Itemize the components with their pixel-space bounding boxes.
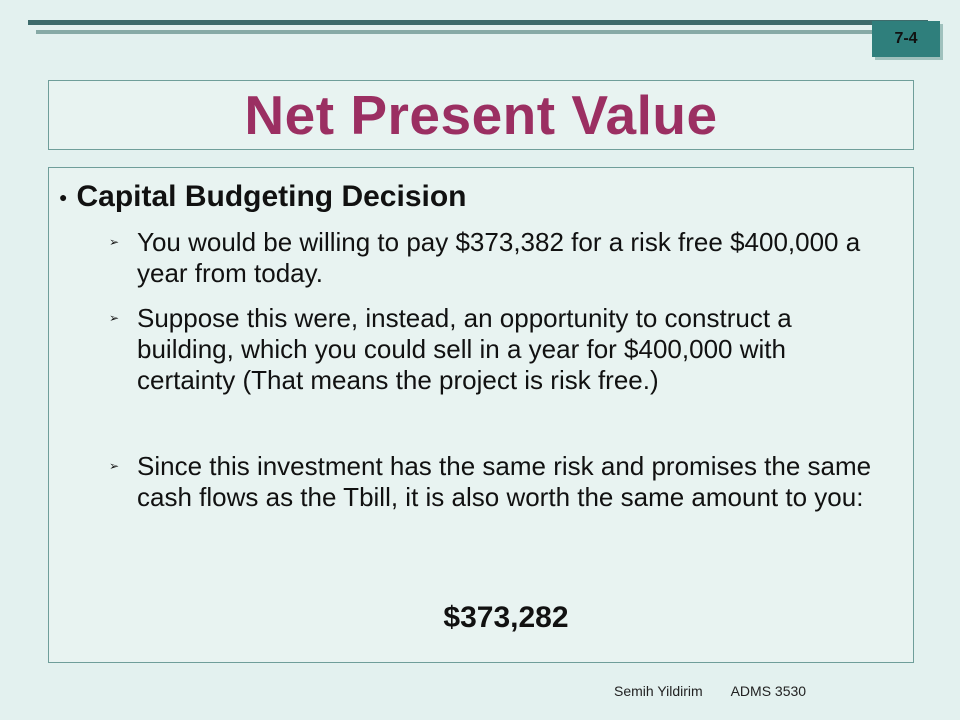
list-item-text: Since this investment has the same risk and promises the same cash flows as the Tbill, it is also worth the same amount to you: [137, 451, 872, 512]
content-box [48, 167, 914, 663]
bullet-dot-icon: ● [59, 189, 68, 205]
footer [614, 683, 806, 699]
arrowhead-icon: ➢ [109, 311, 120, 325]
top-divider-dark [28, 20, 928, 25]
footer-author: Semih Yildirim [614, 683, 703, 699]
list-item [109, 303, 879, 396]
footer-course: ADMS 3530 [730, 683, 807, 699]
page-number-badge [872, 21, 940, 57]
amount-value: $373,282 [443, 601, 569, 634]
list-item-text: Suppose this were, instead, an opportunity to construct a building, which you could sell in a year for $400,000 with certainty (That means the project is risk free.) [137, 303, 792, 395]
title-box [48, 80, 914, 150]
slide-title: Net Present Value [244, 84, 718, 146]
arrowhead-icon: ➢ [109, 235, 120, 249]
arrowhead-icon: ➢ [109, 459, 120, 473]
list-item [109, 227, 879, 289]
list-item-text: You would be willing to pay $373,382 for a risk free $400,000 a year from today. [137, 227, 861, 288]
top-divider-light [36, 30, 926, 34]
section-heading: Capital Budgeting Decision [76, 180, 467, 213]
page-number: 7-4 [894, 30, 918, 47]
list-item [109, 451, 879, 513]
heading-row [59, 180, 467, 214]
